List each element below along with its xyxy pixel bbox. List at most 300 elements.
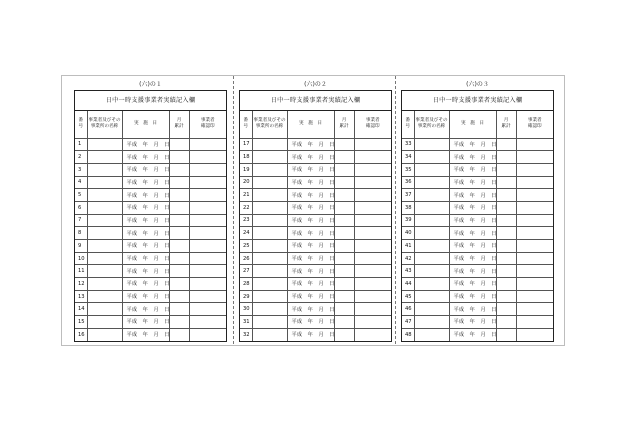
confirm-seal-cell[interactable] [516,138,553,151]
monthly-total-cell[interactable] [334,240,354,253]
confirm-seal-cell[interactable] [516,163,553,176]
record-box [239,90,392,342]
table-row [75,151,226,164]
row-number: 5 [75,189,87,202]
confirm-seal-cell[interactable] [354,290,391,303]
table-row [402,176,553,189]
date-cell[interactable]: 平成 年 月 日 [287,316,334,329]
monthly-total-cell[interactable] [334,214,354,227]
date-cell[interactable]: 平成 年 月 日 [122,278,169,291]
table-row [240,252,391,265]
provider-cell[interactable] [87,189,122,202]
confirm-seal-cell[interactable] [189,328,226,341]
table-row [75,316,226,329]
row-number: 38 [402,201,414,214]
monthly-total-cell[interactable] [169,227,189,240]
confirm-seal-cell[interactable] [189,201,226,214]
row-number: 45 [402,290,414,303]
monthly-total-cell[interactable] [334,176,354,189]
monthly-total-cell[interactable] [496,290,516,303]
monthly-total-cell[interactable] [169,290,189,303]
provider-cell[interactable] [252,227,287,240]
table-row [240,214,391,227]
monthly-total-cell[interactable] [496,278,516,291]
row-number: 3 [75,163,87,176]
row-number: 47 [402,316,414,329]
provider-cell[interactable] [414,265,449,278]
provider-cell[interactable] [252,290,287,303]
date-cell[interactable]: 平成 年 月 日 [122,265,169,278]
row-number: 1 [75,138,87,151]
table-row [75,214,226,227]
provider-cell[interactable] [252,328,287,341]
confirm-seal-cell[interactable] [354,328,391,341]
row-number: 2 [75,151,87,164]
date-cell[interactable]: 平成 年 月 日 [449,328,496,341]
provider-cell[interactable] [414,138,449,151]
date-cell[interactable]: 平成 年 月 日 [287,151,334,164]
confirm-seal-cell[interactable] [189,240,226,253]
header-date: 実 施 日 [287,111,334,138]
confirm-seal-cell[interactable] [354,227,391,240]
date-cell[interactable]: 平成 年 月 日 [122,240,169,253]
row-number: 18 [240,151,252,164]
date-cell[interactable]: 平成 年 月 日 [449,240,496,253]
form-title: 日中一時支援事業者実績記入欄 [75,91,226,111]
monthly-total-cell[interactable] [334,189,354,202]
provider-cell[interactable] [252,189,287,202]
table-row [240,227,391,240]
date-cell[interactable]: 平成 年 月 日 [449,189,496,202]
table-row [240,290,391,303]
header-monthly-total: 月 累計 [169,111,189,138]
confirm-seal-cell[interactable] [189,278,226,291]
provider-cell[interactable] [87,138,122,151]
date-cell[interactable]: 平成 年 月 日 [287,240,334,253]
provider-cell[interactable] [414,290,449,303]
date-cell[interactable]: 平成 年 月 日 [449,252,496,265]
date-cell[interactable]: 平成 年 月 日 [287,214,334,227]
provider-cell[interactable] [87,240,122,253]
table-row [75,240,226,253]
row-number: 25 [240,240,252,253]
confirm-seal-cell[interactable] [354,240,391,253]
provider-cell[interactable] [87,328,122,341]
date-cell[interactable]: 平成 年 月 日 [287,290,334,303]
date-cell[interactable]: 平成 年 月 日 [287,227,334,240]
date-cell[interactable]: 平成 年 月 日 [122,316,169,329]
monthly-total-cell[interactable] [169,316,189,329]
provider-cell[interactable] [87,151,122,164]
table-row [402,189,553,202]
row-number: 32 [240,328,252,341]
table-row [240,240,391,253]
row-number: 34 [402,151,414,164]
date-cell[interactable]: 平成 年 月 日 [122,201,169,214]
confirm-seal-cell[interactable] [516,252,553,265]
provider-cell[interactable] [87,201,122,214]
row-number: 17 [240,138,252,151]
confirm-seal-cell[interactable] [189,214,226,227]
confirm-seal-cell[interactable] [354,163,391,176]
date-cell[interactable]: 平成 年 月 日 [449,227,496,240]
row-number: 39 [402,214,414,227]
table-row [75,252,226,265]
monthly-total-cell[interactable] [496,265,516,278]
record-box [74,90,227,342]
date-cell[interactable]: 平成 年 月 日 [449,176,496,189]
monthly-total-cell[interactable] [496,328,516,341]
row-number: 21 [240,189,252,202]
panel-3 [401,79,554,342]
monthly-total-cell[interactable] [334,201,354,214]
monthly-total-cell[interactable] [169,240,189,253]
monthly-total-cell[interactable] [169,265,189,278]
monthly-total-cell[interactable] [169,214,189,227]
provider-cell[interactable] [87,214,122,227]
row-number: 29 [240,290,252,303]
row-number: 22 [240,201,252,214]
monthly-total-cell[interactable] [334,151,354,164]
confirm-seal-cell[interactable] [516,151,553,164]
confirm-seal-cell[interactable] [189,265,226,278]
monthly-total-cell[interactable] [169,138,189,151]
provider-cell[interactable] [414,189,449,202]
confirm-seal-cell[interactable] [516,176,553,189]
confirm-seal-cell[interactable] [189,303,226,316]
row-number: 31 [240,316,252,329]
monthly-total-cell[interactable] [169,278,189,291]
provider-cell[interactable] [414,201,449,214]
table-row [240,163,391,176]
date-cell[interactable]: 平成 年 月 日 [449,163,496,176]
date-cell[interactable]: 平成 年 月 日 [287,189,334,202]
confirm-seal-cell[interactable] [189,227,226,240]
table-row [240,316,391,329]
monthly-total-cell[interactable] [334,138,354,151]
provider-cell[interactable] [87,290,122,303]
confirm-seal-cell[interactable] [354,265,391,278]
confirm-seal-cell[interactable] [516,201,553,214]
row-number: 41 [402,240,414,253]
row-number: 10 [75,252,87,265]
monthly-total-cell[interactable] [169,189,189,202]
provider-cell[interactable] [252,316,287,329]
confirm-seal-cell[interactable] [189,151,226,164]
provider-cell[interactable] [414,316,449,329]
date-cell[interactable]: 平成 年 月 日 [449,316,496,329]
header-number: 番 号 [75,111,87,138]
table-row [402,290,553,303]
header-number: 番 号 [240,111,252,138]
confirm-seal-cell[interactable] [516,214,553,227]
provider-cell[interactable] [87,316,122,329]
confirm-seal-cell[interactable] [189,290,226,303]
date-cell[interactable]: 平成 年 月 日 [449,265,496,278]
confirm-seal-cell[interactable] [354,189,391,202]
row-number: 30 [240,303,252,316]
provider-cell[interactable] [414,227,449,240]
monthly-total-cell[interactable] [334,265,354,278]
provider-cell[interactable] [252,240,287,253]
panel-2 [239,79,392,342]
row-number: 44 [402,278,414,291]
monthly-total-cell[interactable] [496,316,516,329]
table-row [402,265,553,278]
monthly-total-cell[interactable] [496,138,516,151]
date-cell[interactable]: 平成 年 月 日 [449,214,496,227]
row-number: 7 [75,214,87,227]
monthly-total-cell[interactable] [334,290,354,303]
provider-cell[interactable] [414,252,449,265]
confirm-seal-cell[interactable] [516,278,553,291]
provider-cell[interactable] [87,227,122,240]
provider-cell[interactable] [87,252,122,265]
header-provider: 事業者及びその 事業所の名称 [87,111,122,138]
date-cell[interactable]: 平成 年 月 日 [449,303,496,316]
table-row [402,214,553,227]
monthly-total-cell[interactable] [496,163,516,176]
panel-label: (六)の２ [304,81,327,88]
date-cell[interactable]: 平成 年 月 日 [122,176,169,189]
monthly-total-cell[interactable] [496,252,516,265]
monthly-total-cell[interactable] [496,303,516,316]
table-row [75,265,226,278]
date-cell[interactable]: 平成 年 月 日 [449,138,496,151]
table-row [402,201,553,214]
confirm-seal-cell[interactable] [516,328,553,341]
provider-cell[interactable] [252,151,287,164]
table-row [75,278,226,291]
row-number: 12 [75,278,87,291]
provider-cell[interactable] [252,265,287,278]
table-row [240,151,391,164]
row-number: 6 [75,201,87,214]
monthly-total-cell[interactable] [496,201,516,214]
date-cell[interactable]: 平成 年 月 日 [449,201,496,214]
monthly-total-cell[interactable] [334,227,354,240]
confirm-seal-cell[interactable] [354,316,391,329]
monthly-total-cell[interactable] [496,176,516,189]
date-cell[interactable]: 平成 年 月 日 [287,303,334,316]
provider-cell[interactable] [414,163,449,176]
provider-cell[interactable] [252,163,287,176]
confirm-seal-cell[interactable] [516,316,553,329]
table-row [402,316,553,329]
provider-cell[interactable] [414,176,449,189]
panel-label: (六)の１ [139,81,162,88]
date-cell[interactable]: 平成 年 月 日 [287,278,334,291]
table-row [240,201,391,214]
header-monthly-total: 月 累計 [334,111,354,138]
row-number: 33 [402,138,414,151]
confirm-seal-cell[interactable] [189,189,226,202]
monthly-total-cell[interactable] [169,252,189,265]
row-number: 35 [402,163,414,176]
row-number: 46 [402,303,414,316]
form-title: 日中一時支援事業者実績記入欄 [240,91,391,111]
date-cell[interactable]: 平成 年 月 日 [449,278,496,291]
date-cell[interactable]: 平成 年 月 日 [122,303,169,316]
confirm-seal-cell[interactable] [516,240,553,253]
table-row [240,328,391,341]
monthly-total-cell[interactable] [496,227,516,240]
date-cell[interactable]: 平成 年 月 日 [122,151,169,164]
confirm-seal-cell[interactable] [516,189,553,202]
table-row [75,138,226,151]
confirm-seal-cell[interactable] [189,176,226,189]
row-number: 13 [75,290,87,303]
provider-cell[interactable] [252,303,287,316]
monthly-total-cell[interactable] [169,201,189,214]
monthly-total-cell[interactable] [169,303,189,316]
confirm-seal-cell[interactable] [354,151,391,164]
confirm-seal-cell[interactable] [354,201,391,214]
table-row [240,278,391,291]
provider-cell[interactable] [252,252,287,265]
monthly-total-cell[interactable] [334,278,354,291]
monthly-total-cell[interactable] [334,163,354,176]
provider-cell[interactable] [87,265,122,278]
monthly-total-cell[interactable] [496,189,516,202]
date-cell[interactable]: 平成 年 月 日 [122,227,169,240]
confirm-seal-cell[interactable] [354,252,391,265]
confirm-seal-cell[interactable] [189,163,226,176]
row-number: 19 [240,163,252,176]
table-row [402,278,553,291]
confirm-seal-cell[interactable] [189,316,226,329]
row-number: 23 [240,214,252,227]
monthly-total-cell[interactable] [169,328,189,341]
monthly-total-cell[interactable] [169,176,189,189]
row-number: 15 [75,316,87,329]
table-row [240,265,391,278]
row-number: 20 [240,176,252,189]
record-box [401,90,554,342]
monthly-total-cell[interactable] [334,252,354,265]
table-row [240,138,391,151]
panel-1 [74,79,227,342]
provider-cell[interactable] [252,138,287,151]
record-table [75,111,226,341]
form-title: 日中一時支援事業者実績記入欄 [402,91,553,111]
date-cell[interactable]: 平成 年 月 日 [287,138,334,151]
cut-line [395,76,396,344]
table-row [402,303,553,316]
table-row [75,290,226,303]
table-row [75,227,226,240]
date-cell[interactable]: 平成 年 月 日 [122,163,169,176]
provider-cell[interactable] [414,240,449,253]
confirm-seal-cell[interactable] [354,278,391,291]
row-number: 40 [402,227,414,240]
record-table [240,111,391,341]
date-cell[interactable]: 平成 年 月 日 [122,138,169,151]
table-row [240,189,391,202]
provider-cell[interactable] [87,303,122,316]
panel-label: (六)の３ [466,81,489,88]
date-cell[interactable]: 平成 年 月 日 [449,290,496,303]
table-row [75,328,226,341]
provider-cell[interactable] [252,201,287,214]
confirm-seal-cell[interactable] [516,290,553,303]
date-cell[interactable]: 平成 年 月 日 [287,252,334,265]
monthly-total-cell[interactable] [334,328,354,341]
table-row [240,176,391,189]
provider-cell[interactable] [414,278,449,291]
date-cell[interactable]: 平成 年 月 日 [287,176,334,189]
confirm-seal-cell[interactable] [189,252,226,265]
row-number: 11 [75,265,87,278]
monthly-total-cell[interactable] [496,240,516,253]
confirm-seal-cell[interactable] [189,138,226,151]
provider-cell[interactable] [252,214,287,227]
provider-cell[interactable] [414,151,449,164]
date-cell[interactable]: 平成 年 月 日 [122,328,169,341]
header-number: 番 号 [402,111,414,138]
confirm-seal-cell[interactable] [354,214,391,227]
row-number: 37 [402,189,414,202]
date-cell[interactable]: 平成 年 月 日 [122,252,169,265]
provider-cell[interactable] [87,163,122,176]
row-number: 24 [240,227,252,240]
table-row [240,303,391,316]
provider-cell[interactable] [414,303,449,316]
confirm-seal-cell[interactable] [516,265,553,278]
date-cell[interactable]: 平成 年 月 日 [287,163,334,176]
row-number: 27 [240,265,252,278]
provider-cell[interactable] [252,176,287,189]
monthly-total-cell[interactable] [169,151,189,164]
row-number: 4 [75,176,87,189]
provider-cell[interactable] [87,278,122,291]
row-number: 16 [75,328,87,341]
confirm-seal-cell[interactable] [516,303,553,316]
header-date: 実 施 日 [449,111,496,138]
header-date: 実 施 日 [122,111,169,138]
date-cell[interactable]: 平成 年 月 日 [287,265,334,278]
monthly-total-cell[interactable] [169,163,189,176]
row-number: 36 [402,176,414,189]
monthly-total-cell[interactable] [496,151,516,164]
provider-cell[interactable] [414,328,449,341]
confirm-seal-cell[interactable] [354,138,391,151]
provider-cell[interactable] [414,214,449,227]
provider-cell[interactable] [87,176,122,189]
date-cell[interactable]: 平成 年 月 日 [122,214,169,227]
date-cell[interactable]: 平成 年 月 日 [122,189,169,202]
table-row [75,163,226,176]
provider-cell[interactable] [252,278,287,291]
date-cell[interactable]: 平成 年 月 日 [122,290,169,303]
row-number: 9 [75,240,87,253]
header-provider: 事業者及びその 事業所の名称 [252,111,287,138]
date-cell[interactable]: 平成 年 月 日 [287,328,334,341]
monthly-total-cell[interactable] [334,316,354,329]
monthly-total-cell[interactable] [334,303,354,316]
table-row [75,176,226,189]
row-number: 28 [240,278,252,291]
confirm-seal-cell[interactable] [354,303,391,316]
confirm-seal-cell[interactable] [516,227,553,240]
monthly-total-cell[interactable] [496,214,516,227]
table-row [402,328,553,341]
row-number: 14 [75,303,87,316]
date-cell[interactable]: 平成 年 月 日 [449,151,496,164]
confirm-seal-cell[interactable] [354,176,391,189]
header-monthly-total: 月 累計 [496,111,516,138]
date-cell[interactable]: 平成 年 月 日 [287,201,334,214]
